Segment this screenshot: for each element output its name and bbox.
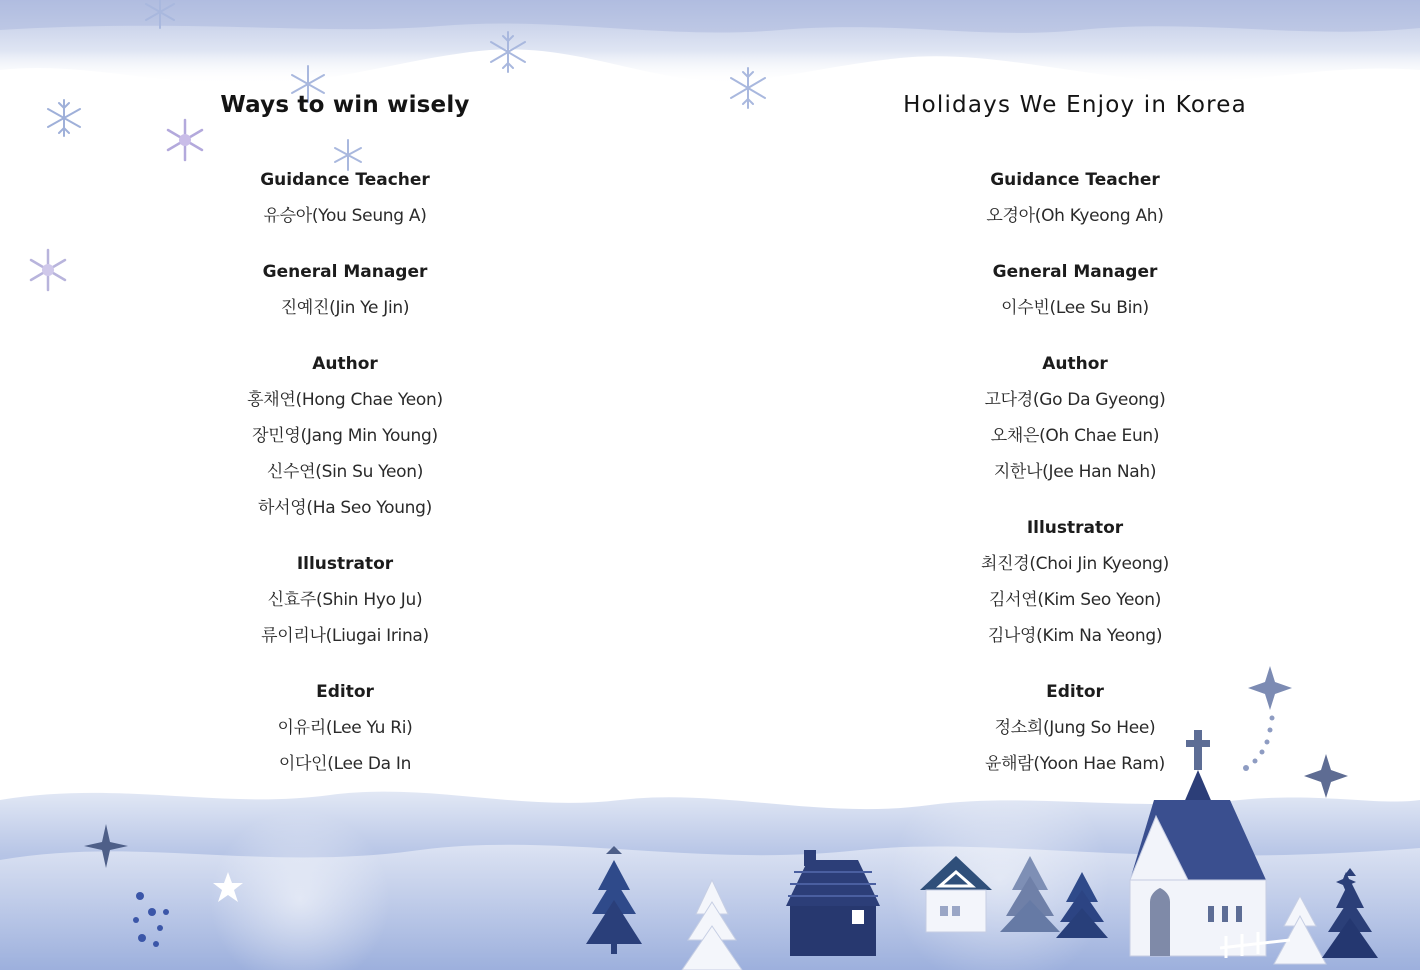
role-heading: Author bbox=[1042, 354, 1108, 374]
credit-name: 신수연(Sin Su Yeon) bbox=[266, 462, 424, 482]
credit-name: 정소희(Jung So Hee) bbox=[994, 718, 1156, 738]
role-heading: Author bbox=[312, 354, 378, 374]
role-heading: General Manager bbox=[262, 262, 428, 282]
role-heading: Guidance Teacher bbox=[260, 170, 430, 190]
credit-name: 신효주(Shin Hyo Ju) bbox=[267, 590, 423, 610]
credit-name: 장민영(Jang Min Young) bbox=[252, 426, 438, 446]
role-heading: Illustrator bbox=[1026, 518, 1124, 538]
credit-name: 윤해람(Yoon Hae Ram) bbox=[984, 754, 1166, 774]
credit-name: 최진경(Choi Jin Kyeong) bbox=[980, 554, 1169, 574]
left-credits-list bbox=[125, 162, 565, 782]
role-heading: General Manager bbox=[992, 262, 1158, 282]
credit-name: 오경아(Oh Kyeong Ah) bbox=[986, 206, 1164, 226]
left-book-title: Ways to win wisely bbox=[220, 92, 470, 118]
credit-name: 이다인(Lee Da In bbox=[278, 754, 412, 774]
credit-name: 이유리(Lee Yu Ri) bbox=[277, 718, 413, 738]
snowflake-icon bbox=[48, 100, 80, 136]
credit-name: 유승아(You Seung A) bbox=[263, 206, 427, 226]
snowflake-icon bbox=[31, 250, 65, 290]
role-heading: Editor bbox=[316, 682, 374, 702]
snowflake-icon bbox=[168, 120, 202, 160]
credit-name: 류이리나(Liugai Irina) bbox=[261, 626, 429, 646]
right-credits-list bbox=[855, 162, 1295, 782]
role-heading: Illustrator bbox=[296, 554, 394, 574]
credit-name: 홍채연(Hong Chae Yeon) bbox=[247, 390, 443, 410]
role-heading: Editor bbox=[1046, 682, 1104, 702]
role-heading: Guidance Teacher bbox=[990, 170, 1160, 190]
credit-name: 고다경(Go Da Gyeong) bbox=[984, 390, 1166, 410]
credit-name: 김서연(Kim Seo Yeon) bbox=[988, 590, 1162, 610]
credit-name: 오채은(Oh Chae Eun) bbox=[990, 426, 1160, 446]
credit-name: 진예진(Jin Ye Jin) bbox=[280, 298, 410, 318]
credit-name: 이수빈(Lee Su Bin) bbox=[1001, 298, 1149, 318]
credit-name: 지한나(Jee Han Nah) bbox=[993, 462, 1157, 482]
right-book-title: Holidays We Enjoy in Korea bbox=[903, 92, 1247, 118]
credit-name: 하서영(Ha Seo Young) bbox=[258, 498, 432, 518]
credit-name: 김나영(Kim Na Yeong) bbox=[987, 626, 1163, 646]
